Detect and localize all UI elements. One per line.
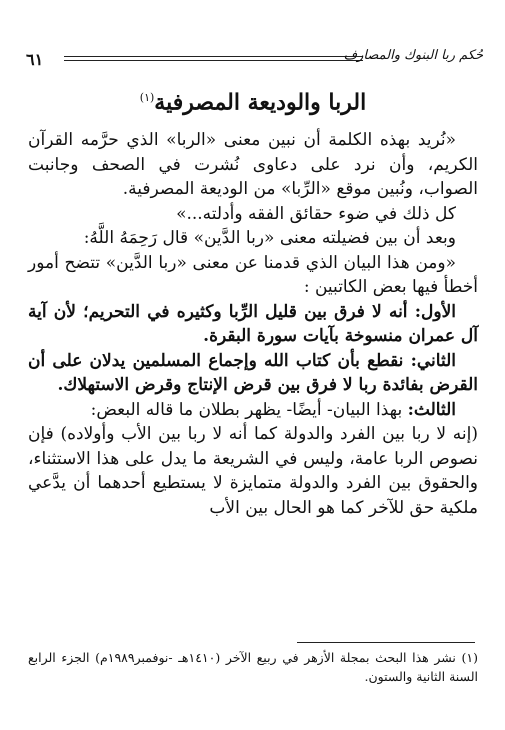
running-head: حُكم ربا البنوك والمصارف [343,48,483,63]
paragraph-intro: «نُريد بهذه الكلمة أن نبين معنى «الربا» الذي حرَّمه القرآن الكريم، وأن نرد على دعاوى نُشرت في الصحف وجانبت الصواب، ونُبين موقع «الرِّبا» من الوديعة المصرفية. [28,130,478,200]
point-second: الثاني: نقطع بأن كتاب الله وإجماع المسلمين يدلان على أن القرض بفائدة ربا لا فرق بين قرض الإنتاج وقرض الاستهلاك. [28,350,478,396]
point-third-text: بهذا البيان- أيضًا- يظهر بطلان ما قاله البعض: [90,399,408,420]
footnote-marker: (١) [139,91,155,104]
header-rule-double [64,60,363,61]
footnote: (١) نشر هذا البحث بمجلة الأزهر في ربيع الآخر (١٤١٠هـ -نوفمبر١٩٨٩م) الجزء الرابع السنة الثانية والستون. [28,650,478,684]
section-title [28,84,478,116]
page-header [26,46,483,74]
point-third-lead: الثالث: [407,399,456,420]
paragraph-continuation: (إنه لا ربا بين الفرد والدولة كما أنه لا ربا بين الأب وأولاده) فإن نصوص الربا عامة، وليس في الشريعة ما يدل على هذا الاستثناء، والحقوق بين الفرد والدولة متمايزة لا يستطيع أحدهما أن يدَّعي ملكية حق للآخر كما هو الحال بين الأب [28,424,478,518]
paragraph-after: وبعد أن بين فضيلته معنى «ربا الدَّين» قال رَحِمَهُ اللَّهُ: [83,228,456,249]
point-third [28,398,478,423]
paragraph-from-this: «ومن هذا البيان الذي قدمنا عن معنى «ربا الدَّين» تتضح أمور أخطأ فيها بعض الكاتبين : [28,252,478,298]
point-first: الأول: أنه لا فرق بين قليل الرِّبا وكثيره في التحريم؛ لأن آية آل عمران منسوخة بآيات سورة البقرة. [28,301,478,347]
header-rule [64,56,363,57]
page-number: ٦١ [26,50,44,69]
footnote-rule [297,642,475,643]
section-title-text: الربا والوديعة المصرفية [154,89,367,116]
page-body [28,84,478,520]
paragraph-all-that: كل ذلك في ضوء حقائق الفقه وأدلته...» [176,203,456,224]
